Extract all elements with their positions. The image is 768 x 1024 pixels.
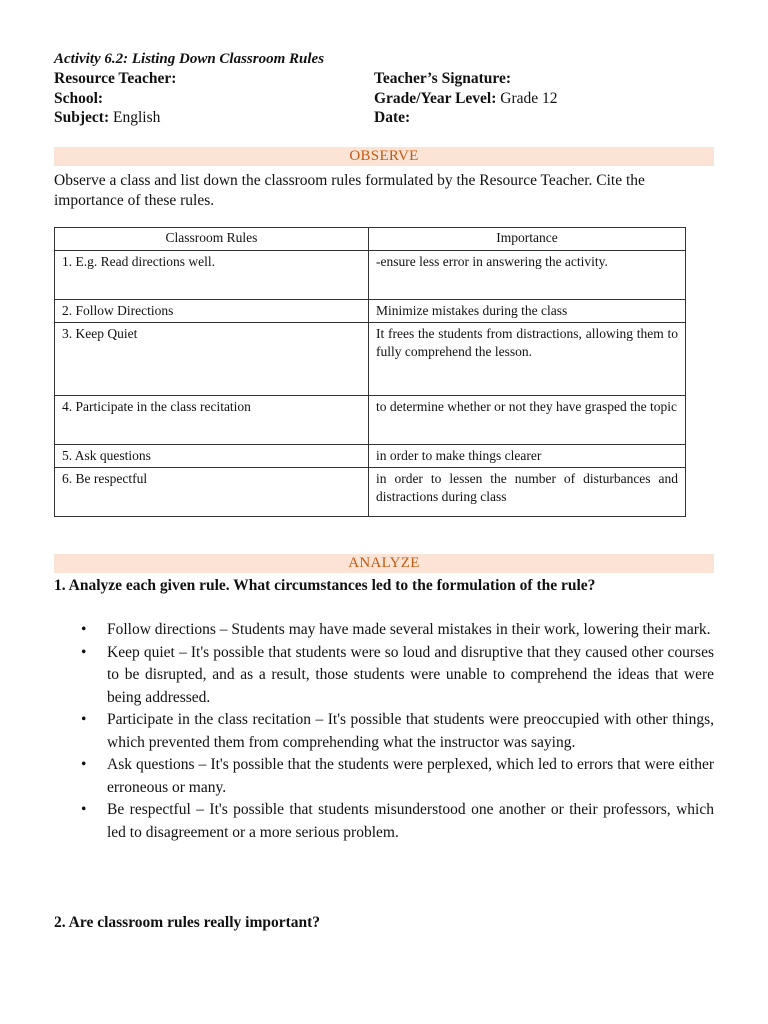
- importance-cell: in order to lessen the number of disturbances and distractions during class: [369, 468, 686, 517]
- analysis-bullet-list: [54, 619, 714, 844]
- header-row-3: [54, 109, 714, 129]
- list-item-text: Participate in the class recitation – It's possible that students were preoccupied with other things, which prevented them from comprehending what the instructor was saying.: [107, 711, 714, 751]
- rule-cell: 3. Keep Quiet: [55, 323, 369, 396]
- subject-value: English: [109, 109, 161, 126]
- activity-title: Activity 6.2: Listing Down Classroom Rules: [54, 51, 325, 67]
- list-item-text: Keep quiet – It's possible that students were so loud and disruptive that they caused other courses to be disrupted, and as a result, those students were unable to comprehend the ideas that were being addressed.: [107, 643, 714, 706]
- table-row: [55, 300, 686, 323]
- table-row: [55, 251, 686, 300]
- grade-field: [374, 90, 558, 108]
- importance-cell: in order to make things clearer: [369, 445, 686, 468]
- subject-label: Subject:: [54, 109, 110, 126]
- importance-cell: Minimize mistakes during the class: [369, 300, 686, 323]
- table-row: [55, 445, 686, 468]
- list-item: [54, 709, 714, 754]
- table-row: [55, 323, 686, 396]
- resource-teacher-field: [54, 70, 176, 88]
- table-row: [55, 468, 686, 517]
- importance-cell: -ensure less error in answering the activity.: [369, 251, 686, 300]
- question-1: 1. Analyze each given rule. What circumstances led to the formulation of the rule?: [54, 577, 596, 594]
- rule-cell: 1. E.g. Read directions well.: [55, 251, 369, 300]
- header-row-1: [54, 70, 714, 90]
- list-item: [54, 619, 714, 642]
- rule-cell: 4. Participate in the class recitation: [55, 396, 369, 445]
- table-header-row: [55, 228, 686, 251]
- rule-cell: 5. Ask questions: [55, 445, 369, 468]
- date-label: Date:: [374, 109, 411, 126]
- school-field: [54, 90, 103, 108]
- list-item: [54, 642, 714, 710]
- table-row: [55, 396, 686, 445]
- importance-cell: to determine whether or not they have grasped the topic: [369, 396, 686, 445]
- list-item-text: Follow directions – Students may have made several mistakes in their work, lowering their mark.: [107, 621, 711, 638]
- rule-cell: 6. Be respectful: [55, 468, 369, 517]
- subject-field: [54, 109, 160, 127]
- observe-heading: OBSERVE: [54, 147, 714, 166]
- list-item-text: Be respectful – It's possible that students misunderstood one another or their professors, which led to disagreement or a more serious problem.: [107, 801, 714, 841]
- list-item: [54, 799, 714, 844]
- resource-teacher-label: Resource Teacher:: [54, 70, 177, 87]
- list-item-text: Ask questions – It's possible that the students were perplexed, which led to errors that were either erroneous or many.: [107, 756, 714, 796]
- signature-field: [374, 70, 511, 88]
- bullet-icon: •: [81, 801, 87, 818]
- classroom-rules-table: [54, 227, 686, 517]
- grade-value: Grade 12: [496, 90, 558, 107]
- observe-instructions: Observe a class and list down the classroom rules formulated by the Resource Teacher. Cite the importance of these rules.: [54, 172, 645, 209]
- bullet-icon: •: [81, 621, 87, 638]
- header-row-2: [54, 90, 714, 110]
- column-header-rules: Classroom Rules: [55, 228, 369, 251]
- importance-cell: It frees the students from distractions, allowing them to fully comprehend the lesson.: [369, 323, 686, 396]
- column-header-importance: Importance: [369, 228, 686, 251]
- bullet-icon: •: [81, 643, 87, 661]
- signature-label: Teacher’s Signature:: [374, 70, 512, 87]
- date-field: [374, 109, 410, 127]
- grade-label: Grade/Year Level:: [374, 90, 497, 107]
- school-label: School:: [54, 90, 104, 107]
- list-item: [54, 754, 714, 799]
- rule-cell: 2. Follow Directions: [55, 300, 369, 323]
- bullet-icon: •: [81, 756, 87, 773]
- analyze-heading: ANALYZE: [54, 554, 714, 573]
- question-2: 2. Are classroom rules really important?: [54, 914, 321, 931]
- bullet-icon: •: [81, 711, 87, 728]
